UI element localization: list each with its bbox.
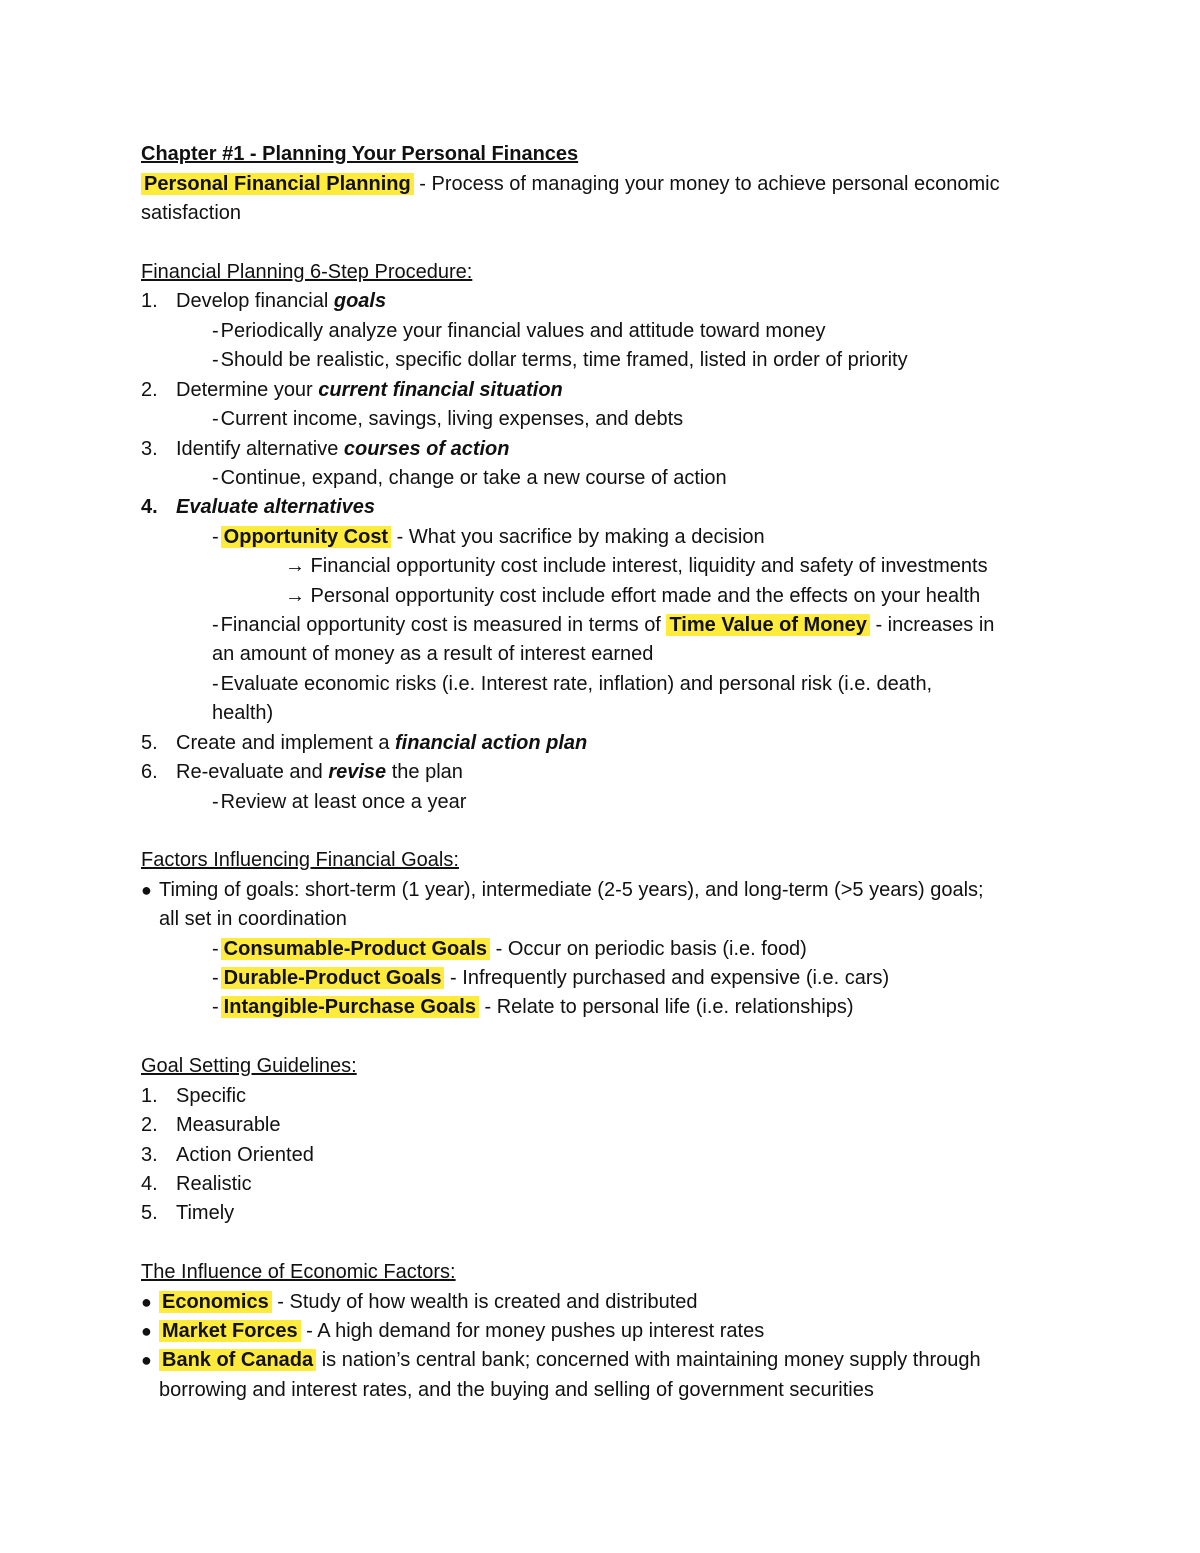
market-forces-highlight: Market Forces xyxy=(159,1320,301,1342)
step-emphasis: current financial situation xyxy=(318,379,563,401)
sub-text: Evaluate economic risks (i.e. Interest rate, inflation) and personal risk (i.e. death, xyxy=(220,673,933,695)
sub-text: Review at least once a year xyxy=(220,791,467,813)
dash-marker: - xyxy=(212,967,219,989)
durable-goals-highlight: Durable-Product Goals xyxy=(221,967,445,989)
step-4-arrow-1: → Financial opportunity cost include interest, liquidity and safety of investments xyxy=(285,555,988,577)
bullet-icon: ● xyxy=(141,880,152,900)
step-emphasis: goals xyxy=(333,290,387,312)
guidelines-heading: Goal Setting Guidelines: xyxy=(141,1055,357,1077)
bullet-text: Timing of goals: short-term (1 year), intermediate (2-5 years), and long-term (>5 years) goals; xyxy=(159,879,984,901)
economic-item-bank-of-canada xyxy=(141,1346,1061,1375)
guideline-item xyxy=(141,1111,1061,1140)
step-4 xyxy=(141,493,1061,522)
item-label: Measurable xyxy=(176,1114,281,1136)
dash-marker: - xyxy=(212,614,219,636)
procedure-heading: Financial Planning 6-Step Procedure: xyxy=(141,261,473,283)
opportunity-cost-highlight: Opportunity Cost xyxy=(221,526,391,548)
bullet-icon: ● xyxy=(141,1321,152,1341)
item-label: Specific xyxy=(176,1085,247,1107)
sub-text: Should be realistic, specific dollar terms, time framed, listed in order of priority xyxy=(220,349,908,371)
dash-marker: - xyxy=(212,996,219,1018)
dash-marker: - xyxy=(212,938,219,960)
step-1-sub-b xyxy=(212,346,908,375)
bullet-text: - Study of how wealth is created and distributed xyxy=(271,1291,698,1313)
guideline-item xyxy=(141,1141,1061,1170)
bullet-icon: ● xyxy=(141,1350,152,1370)
item-label: Action Oriented xyxy=(176,1144,314,1166)
guideline-item xyxy=(141,1082,1061,1111)
step-3-sub-a xyxy=(212,464,727,493)
step-4-risk xyxy=(212,670,932,699)
step-2 xyxy=(141,376,1061,405)
step-emphasis: courses of action xyxy=(343,438,510,460)
item-label: Realistic xyxy=(176,1173,252,1195)
step-number: 4. xyxy=(141,496,158,518)
tvm-highlight: Time Value of Money xyxy=(666,614,869,636)
item-label: Timely xyxy=(176,1202,235,1224)
sub-text: Financial opportunity cost is measured in terms of xyxy=(220,614,667,636)
item-number: 1. xyxy=(141,1085,158,1107)
step-6-sub-a xyxy=(212,788,466,817)
step-emphasis: Evaluate alternatives xyxy=(176,496,375,518)
step-5 xyxy=(141,729,1061,758)
goal-durable xyxy=(212,964,889,993)
economic-item-market-forces xyxy=(141,1317,1061,1346)
bullet-text: - A high demand for money pushes up interest rates xyxy=(300,1320,765,1342)
consumable-goals-highlight: Consumable-Product Goals xyxy=(221,938,490,960)
sub-text: - Relate to personal life (i.e. relationships) xyxy=(478,996,854,1018)
pfp-definition-line-1 xyxy=(141,170,1000,199)
step-4-risk-cont: health) xyxy=(212,702,274,724)
pfp-term-highlight: Personal Financial Planning xyxy=(141,173,414,195)
dash-marker: - xyxy=(212,673,219,695)
sub-text: - Occur on periodic basis (i.e. food) xyxy=(490,938,807,960)
step-text: Determine your xyxy=(176,379,319,401)
step-number: 6. xyxy=(141,761,158,783)
dash-marker: - xyxy=(212,467,219,489)
dash-marker: - xyxy=(212,526,219,548)
sub-text: Current income, savings, living expenses, and debts xyxy=(220,408,684,430)
step-text: Identify alternative xyxy=(176,438,344,460)
economic-heading: The Influence of Economic Factors: xyxy=(141,1261,456,1283)
step-4-opportunity-cost xyxy=(212,523,765,552)
sub-text: - increases in xyxy=(869,614,995,636)
factors-timing-cont: all set in coordination xyxy=(159,908,347,930)
bullet-text: is nation’s central bank; concerned with maintaining money supply through xyxy=(316,1349,981,1371)
dash-marker: - xyxy=(212,320,219,342)
dash-marker: - xyxy=(212,408,219,430)
step-1 xyxy=(141,287,1061,316)
item-number: 2. xyxy=(141,1114,158,1136)
step-1-sub-a xyxy=(212,317,825,346)
sub-text: Periodically analyze your financial values and attitude toward money xyxy=(220,320,826,342)
step-4-arrow-2: → Personal opportunity cost include effort made and the effects on your health xyxy=(285,585,981,607)
sub-text: - Infrequently purchased and expensive (i.e. cars) xyxy=(444,967,890,989)
sub-text: - What you sacrifice by making a decision xyxy=(391,526,765,548)
dash-marker: - xyxy=(212,349,219,371)
economic-item-economics xyxy=(141,1288,1061,1317)
step-4-tvm xyxy=(212,611,994,640)
step-text: the plan xyxy=(386,761,463,783)
step-6 xyxy=(141,758,1061,787)
step-2-sub-a xyxy=(212,405,683,434)
page-title: Chapter #1 - Planning Your Personal Finances xyxy=(141,143,579,165)
economics-highlight: Economics xyxy=(159,1291,272,1313)
item-number: 3. xyxy=(141,1144,158,1166)
step-number: 5. xyxy=(141,732,158,754)
step-3 xyxy=(141,435,1061,464)
bullet-icon: ● xyxy=(141,1292,152,1312)
bank-of-canada-highlight: Bank of Canada xyxy=(159,1349,316,1371)
step-text: Create and implement a xyxy=(176,732,396,754)
pfp-def-text: - Process of managing your money to achieve personal economic xyxy=(413,173,1000,195)
guideline-item xyxy=(141,1170,1061,1199)
dash-marker: - xyxy=(212,791,219,813)
factors-timing xyxy=(141,876,1061,905)
item-number: 5. xyxy=(141,1202,158,1224)
factors-heading: Factors Influencing Financial Goals: xyxy=(141,849,459,871)
pfp-definition-line-2: satisfaction xyxy=(141,202,242,224)
goal-intangible xyxy=(212,993,854,1022)
goal-consumable xyxy=(212,935,807,964)
step-4-tvm-cont: an amount of money as a result of interest earned xyxy=(212,643,654,665)
step-text: Develop financial xyxy=(176,290,334,312)
sub-text: Continue, expand, change or take a new course of action xyxy=(220,467,727,489)
step-text: Re-evaluate and xyxy=(176,761,329,783)
step-number: 1. xyxy=(141,290,158,312)
step-number: 3. xyxy=(141,438,158,460)
item-number: 4. xyxy=(141,1173,158,1195)
step-emphasis: revise xyxy=(328,761,387,783)
step-number: 2. xyxy=(141,379,158,401)
step-emphasis: financial action plan xyxy=(395,732,588,754)
intangible-goals-highlight: Intangible-Purchase Goals xyxy=(221,996,479,1018)
guideline-item xyxy=(141,1199,1061,1228)
economic-bank-cont: borrowing and interest rates, and the buying and selling of government securities xyxy=(159,1379,874,1401)
